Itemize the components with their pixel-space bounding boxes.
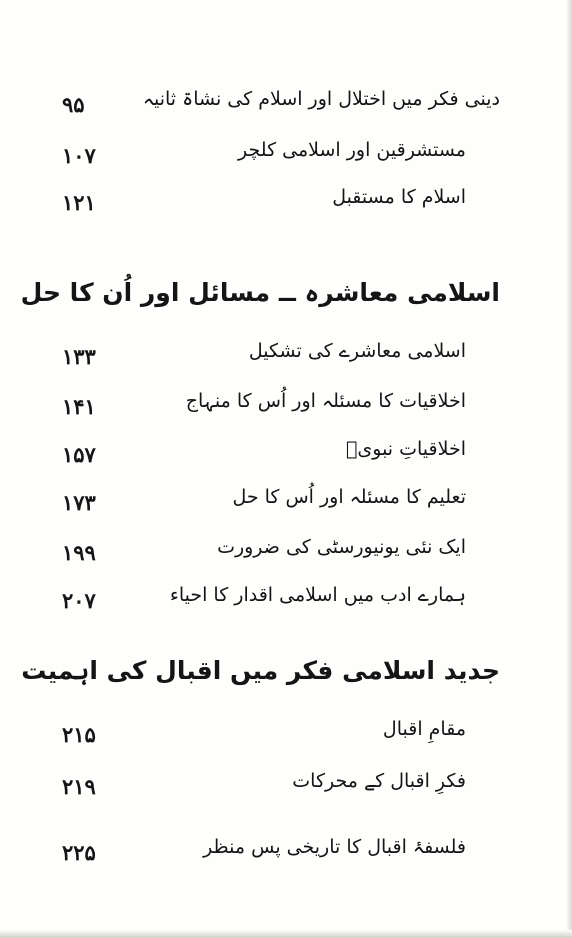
toc-entry[interactable] [40, 434, 500, 474]
toc-entry[interactable] [40, 336, 500, 376]
entry-title: ایک نئی یونیورسٹی کی ضرورت [217, 536, 466, 558]
page-number: ۹۵ [62, 92, 85, 117]
section-heading: اسلامی معاشرہ ــ مسائل اور اُن کا حل [20, 278, 500, 307]
toc-entry[interactable] [40, 832, 500, 872]
page-edge [0, 930, 572, 938]
page-number: ۱۰۷ [62, 143, 96, 168]
page-number: ۲۱۵ [62, 722, 96, 747]
entry-title: فکرِ اقبال کے محرکات [292, 770, 466, 792]
section-heading: جدید اسلامی فکر میں اقبال کی اہمیت [21, 656, 500, 685]
page-number: ۱۷۳ [62, 490, 96, 515]
page-number: ۱۹۹ [62, 540, 96, 565]
toc-entry[interactable] [40, 580, 500, 620]
entry-title: اسلامی معاشرے کی تشکیل [248, 340, 466, 362]
toc-entry[interactable] [40, 182, 500, 222]
entry-title: اسلام کا مستقبل [332, 186, 466, 208]
page-number: ۲۰۷ [62, 588, 96, 613]
entry-title: مستشرقین اور اسلامی کلچر [238, 139, 466, 161]
page-number: ۱۴۱ [62, 394, 96, 419]
page-number: ۱۵۷ [62, 442, 96, 467]
entry-title: فلسفۂ اقبال کا تاریخی پس منظر [203, 836, 466, 858]
entry-title: اخلاقیاتِ نبویؐ [345, 438, 466, 460]
page-number: ۱۳۳ [62, 344, 96, 369]
entry-title: تعلیم کا مسئلہ اور اُس کا حل [232, 486, 466, 508]
entry-title: مقامِ اقبال [382, 718, 466, 740]
entry-title: دینی فکر میں اختلال اور اسلام کی نشاۃ ثانیہ [142, 88, 500, 110]
page-edge [566, 0, 572, 938]
entry-title: ہمارے ادب میں اسلامی اقدار کا احیاء [169, 584, 466, 606]
page-number: ۱۲۱ [62, 190, 96, 215]
toc-entry[interactable] [40, 84, 500, 124]
page-number: ۲۱۹ [62, 774, 96, 799]
toc-entry[interactable] [40, 714, 500, 754]
toc-entry[interactable] [40, 532, 500, 572]
toc-entry[interactable] [40, 482, 500, 522]
toc-entry[interactable] [40, 135, 500, 175]
toc-entry[interactable] [40, 386, 500, 426]
entry-title: اخلاقیات کا مسئلہ اور اُس کا منہاج [185, 390, 466, 412]
page-number: ۲۲۵ [62, 840, 96, 865]
toc-entry[interactable] [40, 766, 500, 806]
